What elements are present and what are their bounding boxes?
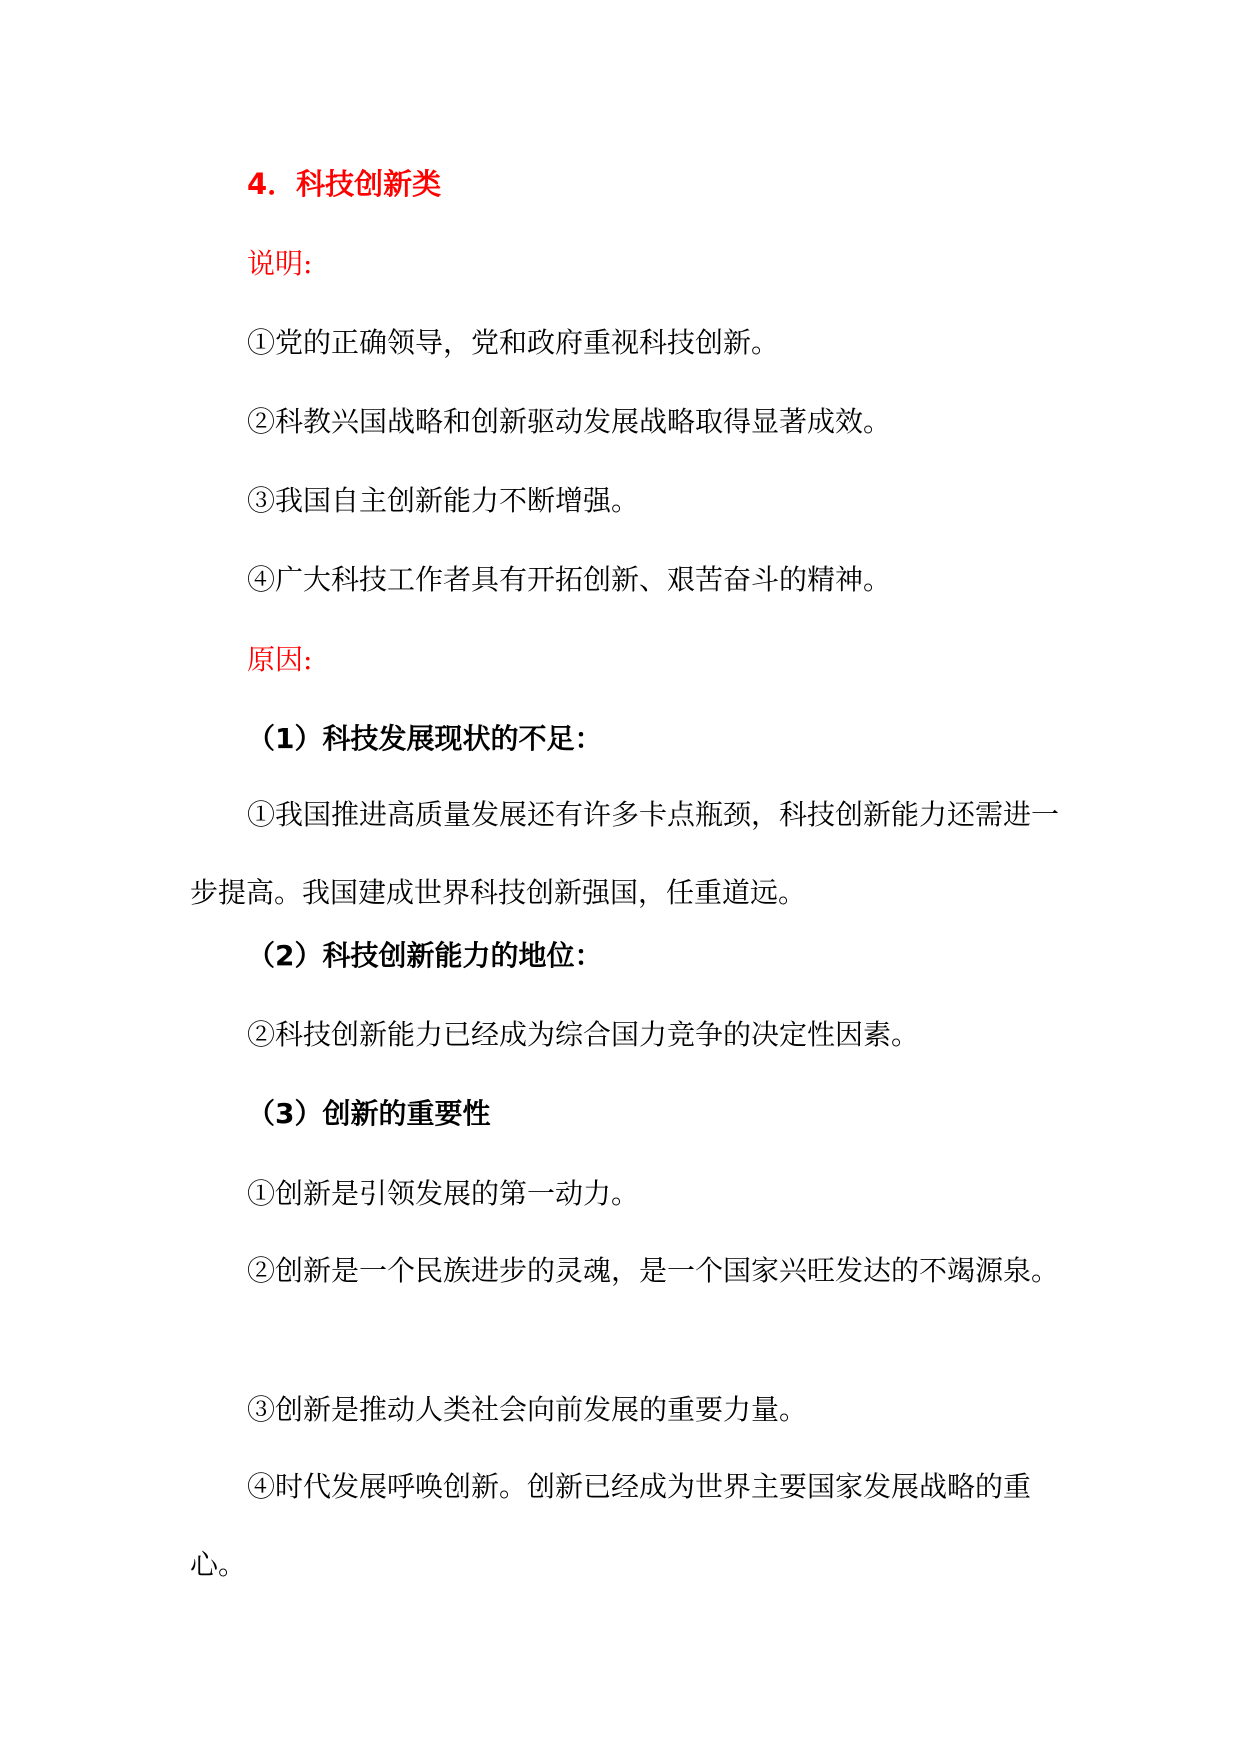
reason-label: 原因:: [247, 643, 313, 676]
section-heading: 4．科技创新类: [247, 167, 442, 201]
paragraph: ①我国推进高质量发展还有许多卡点瓶颈，科技创新能力还需进一步提高。我国建成世界科技创新强国，任重道远。: [190, 798, 1060, 909]
subsection-title: （1）科技发展现状的不足：: [247, 722, 603, 755]
paragraph: ②科技创新能力已经成为综合国力竞争的决定性因素。: [247, 1018, 920, 1051]
explanation-item: ③我国自主创新能力不断增强。: [247, 484, 640, 517]
explanation-item: ①党的正确领导，党和政府重视科技创新。: [247, 326, 780, 359]
importance-item: ④时代发展呼唤创新。创新已经成为世界主要国家发展战略的重心。: [190, 1470, 1032, 1581]
importance-item: ②创新是一个民族进步的灵魂，是一个国家兴旺发达的不竭源泉。: [247, 1254, 1060, 1287]
importance-item: ③创新是推动人类社会向前发展的重要力量。: [247, 1393, 808, 1426]
importance-item: ①创新是引领发展的第一动力。: [247, 1177, 640, 1210]
subsection-title: （3）创新的重要性: [247, 1097, 491, 1130]
subsection-title: （2）科技创新能力的地位：: [247, 939, 603, 972]
explanation-item: ②科教兴国战略和创新驱动发展战略取得显著成效。: [247, 405, 892, 438]
explanation-item: ④广大科技工作者具有开拓创新、艰苦奋斗的精神。: [247, 563, 892, 596]
explanation-label: 说明:: [247, 247, 313, 280]
